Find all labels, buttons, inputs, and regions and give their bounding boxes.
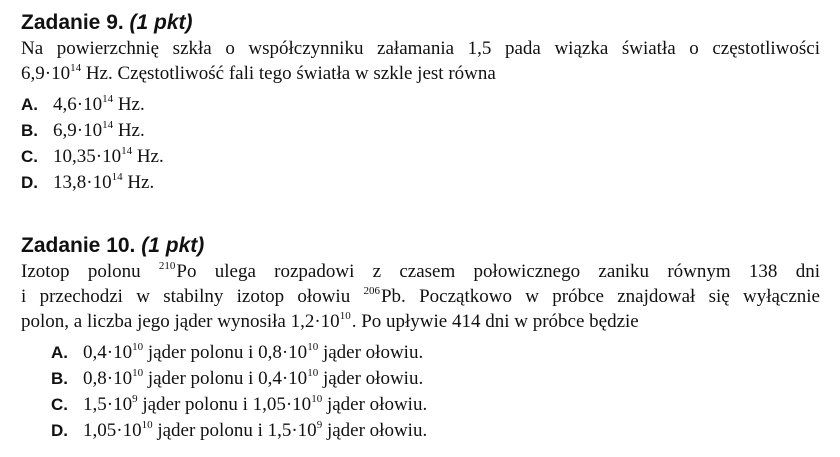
task-10-option-a[interactable] — [21, 340, 820, 366]
option-letter: A. — [21, 95, 38, 114]
option-text: $0,8\cdot 10^{10}$ jąder polonu i $0,4\cdot 10^{10}$ jąder ołowiu. — [83, 367, 424, 389]
option-text: $1,5\cdot 10^9$ jąder polonu i $1,05\cdot 10^{10}$ jąder ołowiu. — [83, 393, 428, 415]
task-10-number: Zadanie 10. — [21, 234, 136, 257]
task-10-stem-line-3: polon, a liczba jego jąder wynosiła $1,2\cdot 10^{10}$. Po upływie 414 dni w próbce będzie — [21, 310, 639, 332]
option-letter: A. — [51, 343, 68, 362]
task-10-option-d[interactable] — [21, 418, 820, 444]
task-10-stem — [21, 259, 820, 334]
task-9-heading — [21, 10, 820, 36]
task-10-heading — [21, 233, 820, 259]
option-text: $6,9\cdot 10^{14}$ Hz. — [53, 119, 145, 141]
lead-mass-number: 206 — [363, 285, 380, 297]
task-9-option-b[interactable] — [21, 118, 820, 144]
task-9-frequency-exponent: 14 — [70, 62, 82, 74]
task-10-points: (1 pkt) — [141, 234, 205, 257]
task-9-option-a[interactable] — [21, 92, 820, 118]
task-10-option-b[interactable] — [21, 366, 820, 392]
option-letter: B. — [51, 369, 68, 388]
task-10-option-c[interactable] — [21, 392, 820, 418]
task-9-stem — [21, 36, 820, 86]
task-9-stem-tail: Hz. Częstotliwość fali tego światła w szkle jest równa — [81, 63, 496, 84]
option-letter: D. — [21, 173, 38, 192]
task-9-stem-line-2 — [21, 61, 820, 86]
task-9-points: (1 pkt) — [129, 11, 193, 34]
task-9 — [21, 10, 820, 196]
task-9-stem-line-1: Na powierzchnię szkła o współczynniku załamania 1,5 pada wiązka światła o częstotliwości — [21, 38, 820, 59]
task-10-options — [21, 340, 820, 444]
task-9-option-d[interactable] — [21, 170, 820, 196]
option-text: $13,8\cdot 10^{14}$ Hz. — [53, 171, 155, 193]
task-9-option-c[interactable] — [21, 144, 820, 170]
option-text: $10,35\cdot 10^{14}$ Hz. — [53, 145, 164, 167]
option-letter: C. — [51, 395, 68, 414]
polonium-mass-number: 210 — [158, 260, 176, 272]
task-10-stem-line-2: i przechodzi w stabilny izotop ołowiu $^{206}$Pb. Początkowo w próbce znajdował się wyłącznie — [21, 285, 820, 307]
option-letter: D. — [51, 421, 68, 440]
option-text: $4,6\cdot 10^{14}$ Hz. — [53, 93, 145, 115]
task-9-frequency-mantissa: 6,9·10 — [21, 63, 71, 84]
task-10-stem-line-1: Izotop polonu $^{210}$Po ulega rozpadowi z czasem połowicznego zaniku równym 138 dni — [21, 260, 820, 282]
initial-count-exponent: 10 — [339, 310, 351, 322]
option-letter: B. — [21, 121, 38, 140]
option-text: $1,05\cdot 10^{10}$ jąder polonu i $1,5\cdot 10^9$ jąder ołowiu. — [83, 419, 428, 441]
task-9-number: Zadanie 9. — [21, 11, 124, 34]
option-letter: C. — [21, 147, 38, 166]
option-text: $0,4\cdot 10^{10}$ jąder polonu i $0,8\cdot 10^{10}$ jąder ołowiu. — [83, 341, 424, 363]
task-10 — [21, 233, 820, 444]
task-9-options — [21, 92, 820, 196]
